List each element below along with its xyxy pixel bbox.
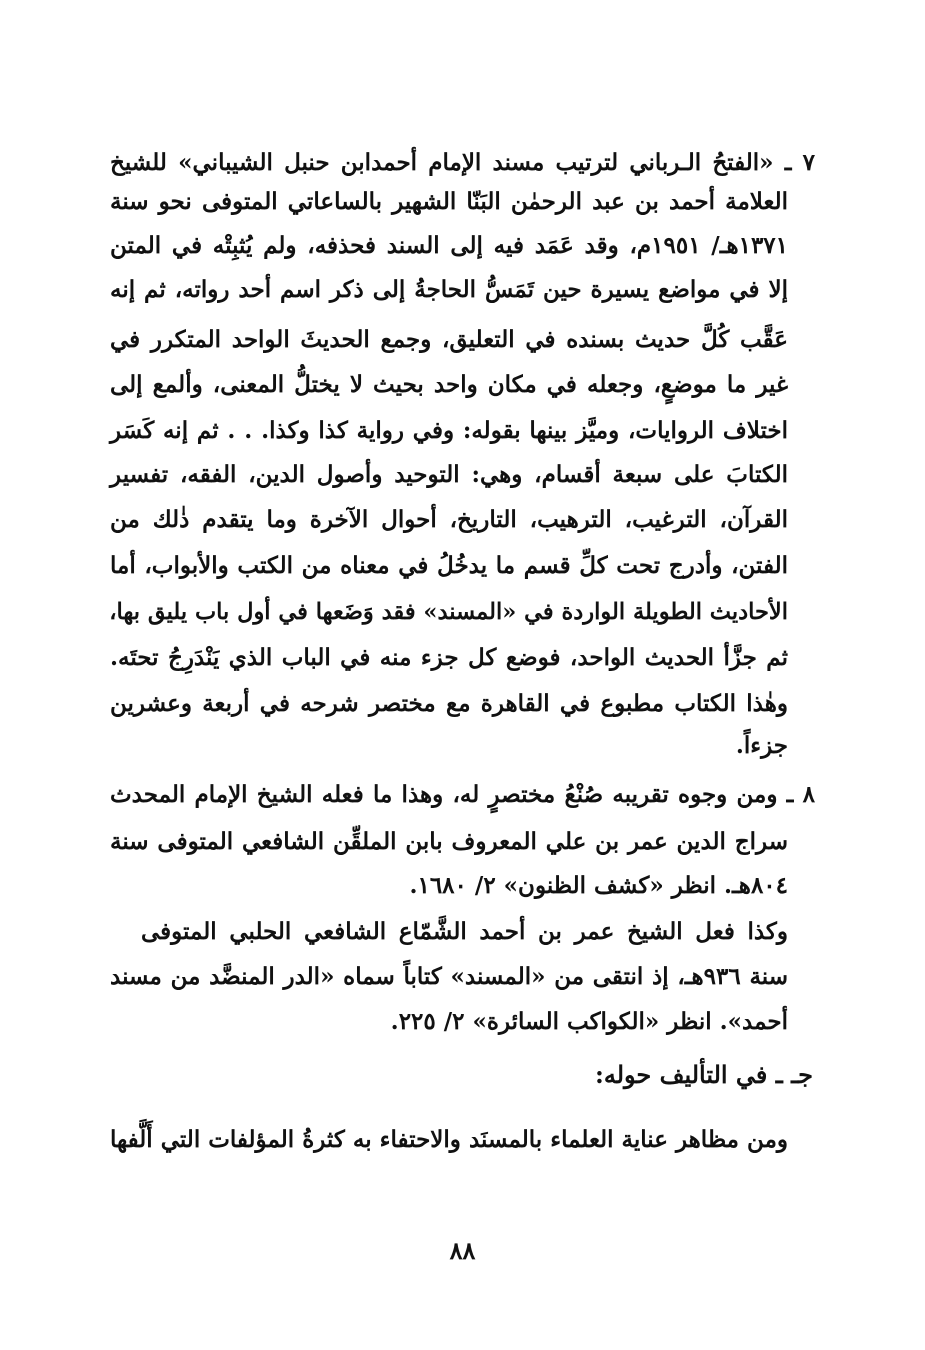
item-7-line-3: ١٣٧١هـ/ ١٩٥١م، وقد عَمَد فيه إلى السند فحذفه، ولم يُثبِتْه في المتن <box>110 232 789 259</box>
item-7-line-7: اختلاف الروايات، وميَّز بينها بقوله: وفي رواية كذا وكذا. . . ثم إنه كَسَر <box>110 417 788 444</box>
item-7-line-1: ٧ ـ «الفتحُ الـرباني لترتيب مسند الإمام أحمدابن حنبل الشيباني» للشيخ <box>110 149 815 176</box>
item-7-line-5: عَقَّب كُلَّ حديث بسنده في التعليق، وجمع الحديثَ الواحد المتكرر في <box>110 326 788 353</box>
item-7-line-11: الأحاديث الطويلة الواردة في «المسند» فقد وَضَعها في أول باب يليق بها، <box>109 599 788 625</box>
item-7-line-8: الكتابَ على سبعة أقسام، وهي: التوحيد وأصول الدين، الفقه، تفسير <box>110 461 788 488</box>
item-8-line-1: ٨ ـ ومن وجوه تقريبه صُنْعُ مختصرٍ له، وهذا ما فعله الشيخ الإمام المحدث <box>110 781 815 808</box>
item-7-line-4: إلا في مواضع يسيرة حين تَمَسُّ الحاجةُ إلى ذكر اسم أحد رواته، ثم إنه <box>110 276 788 303</box>
item-7-line-13: وهٰذا الكتاب مطبوع في القاهرة مع مختصر شرحه في أربعة وعشرين <box>110 690 788 717</box>
item-7-line-2: العلامة أحمد بن عبد الرحمٰن البَنّا الشهير بالساعاتي المتوفى نحو سنة <box>110 188 788 215</box>
item-8-sub-line-3: أحمد». انظر «الكواكب السائرة» ٢/ ٢٢٥. <box>390 1008 788 1035</box>
item-7-line-14: جزءاً. <box>735 732 788 759</box>
section-heading: جـ ـ في التأليف حوله: <box>594 1060 813 1089</box>
item-8-sub-line-2: سنة ٩٣٦هـ، إذ انتقى من «المسند» كتاباً سماه «الدر المنضَّد من مسند <box>110 963 788 990</box>
item-8-line-3: ٨٠٤هـ. انظر «كشف الظنون» ٢/ ١٦٨٠. <box>409 872 788 899</box>
item-8-sub-line-1: وكذا فعل الشيخ عمر بن أحمد الشَّمّاع الشافعي الحلبي المتوفى <box>141 918 788 945</box>
page-number: ٨٨ <box>449 1236 476 1265</box>
item-7-line-6: غير ما موضعٍ، وجعله في مكان واحد بحيث لا يختلُّ المعنى، وألمع إلى <box>110 371 788 398</box>
item-7-line-10: الفتن، وأدرج تحت كلِّ قسم ما يدخُلُ في معناه من الكتب والأبواب، أما <box>110 552 788 579</box>
item-8-line-2: سراج الدين عمر بن علي المعروف بابن الملقِّن الشافعي المتوفى سنة <box>110 828 788 855</box>
item-7-line-12: ثم جزَّأ الحديث الواحد، فوضع كل جزء منه في الباب الذي يَنْدَرِجُ تحتَه. <box>110 644 788 671</box>
item-7-line-9: القرآن، الترغيب، الترهيب، التاريخ، أحوال الآخرة وما يتقدم ذٰلك من <box>110 506 788 533</box>
final-paragraph-line: ومن مظاهر عناية العلماء بالمسنَد والاحتفاء به كثرةُ المؤلفات التي أَلَّفها <box>110 1126 788 1153</box>
